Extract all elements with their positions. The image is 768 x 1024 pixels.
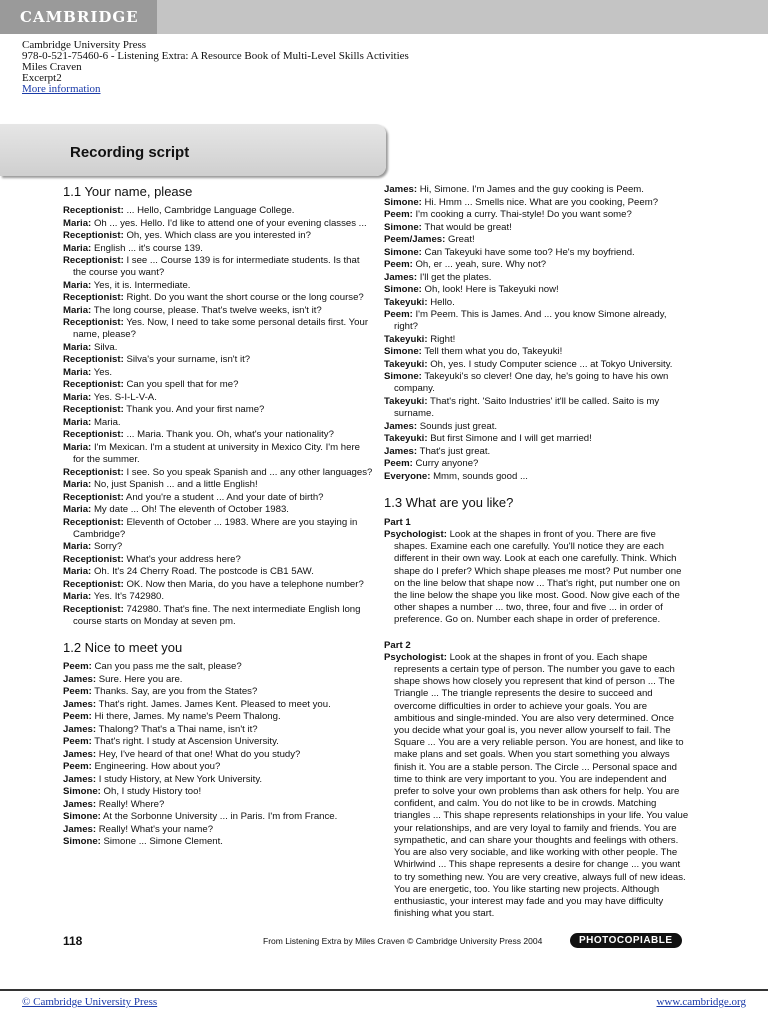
- line-text: Sorry?: [93, 541, 123, 553]
- speaker-label: Simone:: [384, 346, 422, 358]
- speaker-label: James:: [63, 698, 97, 710]
- script-line: [63, 280, 373, 292]
- section-heading: 1.3 What are you like?: [384, 494, 514, 510]
- line-text: Really! Where?: [98, 798, 165, 810]
- line-text: 742980. That's fine. The next intermediate English long course starts on Monday at seven pm.: [73, 603, 361, 628]
- script-line: [63, 218, 373, 230]
- script-line: [384, 446, 690, 458]
- cambridge-logo: CAMBRIDGE: [20, 8, 139, 26]
- speaker-label: Peem:: [63, 661, 92, 673]
- speaker-label: Simone:: [384, 371, 422, 383]
- script-line: [63, 467, 373, 479]
- speaker-label: Maria:: [63, 242, 92, 254]
- speaker-label: Simone:: [63, 811, 101, 823]
- script-line: [384, 184, 690, 196]
- script-line: [384, 371, 690, 395]
- script-line: [63, 379, 373, 391]
- speaker-label: Receptionist:: [63, 516, 124, 528]
- script-line: [63, 554, 373, 566]
- script-line: [63, 417, 373, 429]
- bottom-divider: [0, 989, 768, 991]
- speaker-label: Maria:: [63, 441, 92, 453]
- script-line: [63, 205, 373, 217]
- script-line: [63, 404, 373, 416]
- speaker-label: Receptionist:: [63, 553, 124, 565]
- script-line: [384, 652, 690, 920]
- line-text: I study History, at New York University.: [98, 773, 263, 785]
- top-banner: [0, 0, 768, 34]
- line-text: Sounds just great.: [419, 420, 498, 432]
- script-line: [63, 591, 373, 603]
- script-line: [384, 297, 690, 309]
- line-text: Hi there, James. My name's Peem Thalong.: [94, 711, 281, 723]
- website-link[interactable]: www.cambridge.org: [656, 996, 746, 1008]
- speaker-label: Maria:: [63, 304, 92, 316]
- speaker-label: Receptionist:: [63, 317, 124, 329]
- script-line: [63, 674, 373, 686]
- page-footer: [63, 933, 689, 951]
- speaker-label: Receptionist:: [63, 578, 124, 590]
- script-line: [63, 255, 373, 279]
- script-line: [384, 284, 690, 296]
- speaker-label: James:: [384, 420, 418, 432]
- source-credit: From Listening Extra by Miles Craven © Cambridge University Press 2004: [263, 936, 543, 946]
- speaker-label: Takeyuki:: [384, 395, 428, 407]
- script-line: [63, 541, 373, 553]
- speaker-label: Takeyuki:: [384, 333, 428, 345]
- line-text: Oh. It's 24 Cherry Road. The postcode is CB1 5AW.: [93, 566, 314, 578]
- line-text: Silva.: [93, 341, 118, 353]
- line-text: But first Simone and I will get married!: [430, 433, 592, 445]
- line-text: Tell them what you do, Takeyuki!: [424, 346, 563, 358]
- speaker-label: James:: [63, 673, 97, 685]
- script-line: [384, 529, 690, 627]
- line-text: Yes. It's 742980.: [93, 591, 165, 603]
- script-line: [384, 259, 690, 271]
- script-line: [63, 442, 373, 466]
- script-line: [63, 736, 373, 748]
- speaker-label: James:: [384, 271, 418, 283]
- speaker-label: Takeyuki:: [384, 358, 428, 370]
- speaker-label: Maria:: [63, 416, 92, 428]
- speaker-label: Takeyuki:: [384, 296, 428, 308]
- section-banner: [0, 124, 386, 176]
- speaker-label: Maria:: [63, 279, 92, 291]
- script-line: [384, 234, 690, 246]
- script-line: [63, 761, 373, 773]
- line-text: Oh, yes. I study Computer science ... at Tokyo University.: [430, 358, 673, 370]
- script-line: [63, 243, 373, 255]
- line-text: That's right. 'Saito Industries' it'll be called. Saito is my surname.: [394, 395, 660, 420]
- speaker-label: Receptionist:: [63, 379, 124, 391]
- line-text: Oh, I study History too!: [103, 786, 202, 798]
- script-line: [384, 421, 690, 433]
- speaker-label: Peem:: [384, 259, 413, 270]
- part-heading: Part 2: [384, 639, 411, 651]
- script-line: [384, 209, 690, 221]
- script-line: [63, 305, 373, 317]
- line-text: I'm Mexican. I'm a student at university in Mexico City. I'm here for the summer.: [73, 441, 360, 466]
- photocopiable-badge: PHOTOCOPIABLE: [570, 933, 682, 948]
- line-text: Eleventh of October ... 1983. Where are you staying in Cambridge?: [73, 516, 358, 540]
- script-line: [63, 749, 373, 761]
- line-text: I'll get the plates.: [419, 271, 492, 283]
- line-text: The long course, please. That's twelve weeks, isn't it?: [93, 304, 322, 316]
- speaker-label: Receptionist:: [63, 603, 124, 615]
- banner-title: Recording script: [70, 144, 190, 161]
- line-text: Maria.: [93, 416, 121, 428]
- line-text: At the Sorbonne University ... in Paris. I'm from France.: [103, 811, 338, 823]
- script-line: [63, 292, 373, 304]
- line-text: Thank you. And your first name?: [126, 404, 265, 416]
- line-text: ... Hello, Cambridge Language College.: [126, 205, 295, 216]
- script-line: [63, 799, 373, 811]
- line-text: Hi, Simone. I'm James and the guy cooking is Peem.: [419, 184, 644, 195]
- script-line: [63, 392, 373, 404]
- line-text: I see ... Course 139 is for intermediate students. Is that the course you want?: [73, 255, 360, 279]
- line-text: Right. Do you want the short course or the long course?: [126, 292, 364, 304]
- speaker-label: Maria:: [63, 391, 92, 403]
- script-line: [63, 686, 373, 698]
- script-line: [63, 492, 373, 504]
- script-line: [384, 309, 690, 333]
- copyright-link[interactable]: © Cambridge University Press: [22, 996, 158, 1008]
- line-text: I'm cooking a curry. Thai-style! Do you want some?: [415, 209, 632, 220]
- speaker-label: Peem:: [384, 209, 413, 220]
- line-text: Thanks. Say, are you from the States?: [94, 686, 258, 698]
- line-text: Curry anyone?: [415, 458, 479, 470]
- script-line: [63, 724, 373, 736]
- speaker-label: Peem:: [63, 686, 92, 698]
- line-text: Yes.: [93, 366, 113, 378]
- speaker-label: James:: [384, 445, 418, 457]
- speaker-label: Peem:: [384, 458, 413, 470]
- line-text: I see. So you speak Spanish and ... any other languages?: [126, 466, 373, 478]
- script-line: [63, 774, 373, 786]
- line-text: Look at the shapes in front of you. Each shape represents a certain type of person. The number you gave to each shape shows how closely you represent that kind of person ... The Triangle ... The triangle represents the desire to succeed and overcome difficulties in order to achieve your goals. You are ambitious and single-minded. You are also very determined. Once you decide what your goal is, you never allow yourself to fail. The Square ... You are a very reliable person. You are honest, and like to make plans and set goals. When you start something you always finish it. You are a stable person. The Circle ... Personal space and time to think are very important to you. You are independent and prefer to solve your own problems than ask others for help. You are confident, and calm. You do not like to be in crowds. Matching triangles ... This shape represents relationships in your life. You value your relationships, and are very loyal to family and friends. You are sympathetic, and can share your thoughts and feelings with others. You are also very sociable, and like working with other people. The Whirlwind ... This shape represents a desire for change ... you want to try something new. You are very creative, always full of new ideas. You are energetic, too. You like starting new projects. Although enthusiastic, your interest may fade and you may have difficulty finishing what you start.: [394, 651, 689, 920]
- line-text: Sure. Here you are.: [98, 673, 183, 685]
- script-line: [63, 579, 373, 591]
- script-line: [384, 471, 690, 483]
- script-line: [384, 346, 690, 358]
- line-text: Yes, it is. Intermediate.: [93, 279, 191, 291]
- left-column: [63, 184, 373, 849]
- script-line: [63, 604, 373, 628]
- script-line: [63, 786, 373, 798]
- line-text: Oh, yes. Which class are you interested in?: [126, 230, 311, 241]
- speaker-label: James:: [384, 184, 418, 195]
- page-number: 118: [63, 934, 83, 948]
- part-heading: Part 1: [384, 516, 411, 528]
- speaker-label: Receptionist:: [63, 429, 124, 441]
- author: Miles Craven: [22, 61, 82, 73]
- line-text: That's right. I study at Ascension University.: [94, 736, 279, 748]
- script-line: [63, 429, 373, 441]
- line-text: Really! What's your name?: [98, 823, 214, 835]
- script-line: [63, 566, 373, 578]
- speaker-label: Maria:: [63, 217, 92, 229]
- speaker-label: Receptionist:: [63, 491, 124, 503]
- line-text: Oh, er ... yeah, sure. Why not?: [415, 259, 547, 270]
- script-line: [384, 458, 690, 470]
- line-text: That would be great!: [424, 221, 512, 233]
- speaker-label: Psychologist:: [384, 651, 447, 663]
- line-text: That's right. James. James Kent. Pleased to meet you.: [98, 698, 331, 710]
- speaker-label: Receptionist:: [63, 292, 124, 304]
- speaker-label: Peem:: [63, 736, 92, 748]
- script-line: [63, 836, 373, 848]
- line-text: Takeyuki's so clever! One day, he's going to have his own company.: [394, 371, 669, 395]
- line-text: Look at the shapes in front of you. There are five shapes. Examine each one carefully. You'll notice they are each different in their own way. Look at each one carefully. Think. Which shape do I prefer? Which shape pleases me most? Put number one on the line below that shape now ... That's right, put number one on the line below the shape you like most. Good. Now give each of the other shapes a number ... two, three, four and five ... in order of preference. Go on. Number each shape in order of preference.: [394, 529, 682, 626]
- speaker-label: Maria:: [63, 591, 92, 603]
- script-line: [63, 479, 373, 491]
- speaker-label: Receptionist:: [63, 466, 124, 478]
- script-line: [384, 359, 690, 371]
- book-metadata: [22, 40, 409, 95]
- line-text: Great!: [448, 234, 475, 245]
- speaker-label: James:: [63, 773, 97, 785]
- line-text: What's your address here?: [126, 553, 241, 565]
- line-text: Can Takeyuki have some too? He's my boyfriend.: [424, 246, 635, 258]
- speaker-label: Peem/James:: [384, 234, 446, 245]
- line-text: Hey, I've heard of that one! What do you study?: [98, 748, 301, 760]
- speaker-label: Maria:: [63, 541, 92, 553]
- line-text: I'm Peem. This is James. And ... you know Simone already, right?: [394, 309, 667, 333]
- line-text: Yes. S-I-L-V-A.: [93, 391, 157, 403]
- excerpt: Excerpt2: [22, 72, 62, 84]
- script-line: [63, 354, 373, 366]
- line-text: Hello.: [430, 296, 455, 308]
- script-line: [63, 230, 373, 242]
- script-line: [63, 661, 373, 673]
- line-text: Can you pass me the salt, please?: [94, 661, 242, 673]
- line-text: And you're a student ... And your date of birth?: [125, 491, 324, 503]
- script-line: [384, 222, 690, 234]
- script-line: [63, 504, 373, 516]
- line-text: English ... it's course 139.: [93, 242, 203, 254]
- speaker-label: Takeyuki:: [384, 433, 428, 445]
- speaker-label: Maria:: [63, 504, 92, 516]
- speaker-label: Receptionist:: [63, 230, 124, 241]
- line-text: Can you spell that for me?: [126, 379, 239, 391]
- script-line: [63, 824, 373, 836]
- script-line: [63, 342, 373, 354]
- speaker-label: Simone:: [384, 196, 422, 208]
- script-line: [63, 711, 373, 723]
- speaker-label: Simone:: [63, 786, 101, 798]
- script-line: [63, 317, 373, 341]
- line-text: Engineering. How about you?: [94, 761, 221, 773]
- line-text: Simone ... Simone Clement.: [103, 836, 223, 848]
- speaker-label: Maria:: [63, 366, 92, 378]
- speaker-label: Simone:: [63, 836, 101, 848]
- right-column: [384, 184, 690, 921]
- speaker-label: Simone:: [384, 221, 422, 233]
- script-line: [384, 272, 690, 284]
- speaker-label: Receptionist:: [63, 404, 124, 416]
- line-text: Thalong? That's a Thai name, isn't it?: [98, 723, 258, 735]
- speaker-label: Simone:: [384, 246, 422, 258]
- speaker-label: Receptionist:: [63, 354, 124, 366]
- line-text: Right!: [430, 333, 456, 345]
- speaker-label: Maria:: [63, 566, 92, 578]
- speaker-label: Peem:: [63, 711, 92, 723]
- line-text: Oh ... yes. Hello. I'd like to attend one of your evening classes ...: [93, 217, 367, 229]
- script-line: [63, 811, 373, 823]
- script-line: [63, 699, 373, 711]
- line-text: OK. Now then Maria, do you have a telephone number?: [126, 578, 364, 590]
- line-text: My date ... Oh! The eleventh of October 1983.: [93, 504, 289, 516]
- script-line: [384, 433, 690, 445]
- section-heading: 1.2 Nice to meet you: [63, 640, 183, 656]
- line-text: Silva's your surname, isn't it?: [126, 354, 251, 366]
- line-text: Hi. Hmm ... Smells nice. What are you cooking, Peem?: [424, 196, 659, 208]
- speaker-label: Psychologist:: [384, 529, 447, 541]
- line-text: Mmm, sounds good ...: [433, 470, 528, 482]
- speaker-label: Peem:: [63, 761, 92, 773]
- speaker-label: Receptionist:: [63, 255, 124, 266]
- speaker-label: Simone:: [384, 284, 422, 295]
- line-text: No, just Spanish ... and a little English!: [93, 479, 258, 491]
- more-information-link[interactable]: More information: [22, 83, 101, 95]
- script-line: [63, 367, 373, 379]
- brand-box: [0, 0, 157, 34]
- line-text: Yes. Now, I need to take some personal details first. Your name, please?: [73, 317, 369, 341]
- line-text: That's just great.: [419, 445, 491, 457]
- speaker-label: Maria:: [63, 479, 92, 491]
- speaker-label: James:: [63, 798, 97, 810]
- script-line: [384, 247, 690, 259]
- speaker-label: Receptionist:: [63, 205, 124, 216]
- line-text: ... Maria. Thank you. Oh, what's your nationality?: [126, 429, 334, 441]
- speaker-label: James:: [63, 748, 97, 760]
- line-text: Oh, look! Here is Takeyuki now!: [424, 284, 559, 295]
- speaker-label: Everyone:: [384, 470, 431, 482]
- speaker-label: James:: [63, 823, 97, 835]
- speaker-label: Maria:: [63, 341, 92, 353]
- script-line: [384, 197, 690, 209]
- publisher: Cambridge University Press: [22, 39, 147, 51]
- speaker-label: James:: [63, 723, 97, 735]
- script-line: [384, 334, 690, 346]
- speaker-label: Peem:: [384, 309, 413, 320]
- section-heading: 1.1 Your name, please: [63, 184, 193, 199]
- script-line: [63, 517, 373, 541]
- script-line: [384, 396, 690, 420]
- isbn-title: 978-0-521-75460-6 - Listening Extra: A Resource Book of Multi-Level Skills Activities: [22, 50, 409, 62]
